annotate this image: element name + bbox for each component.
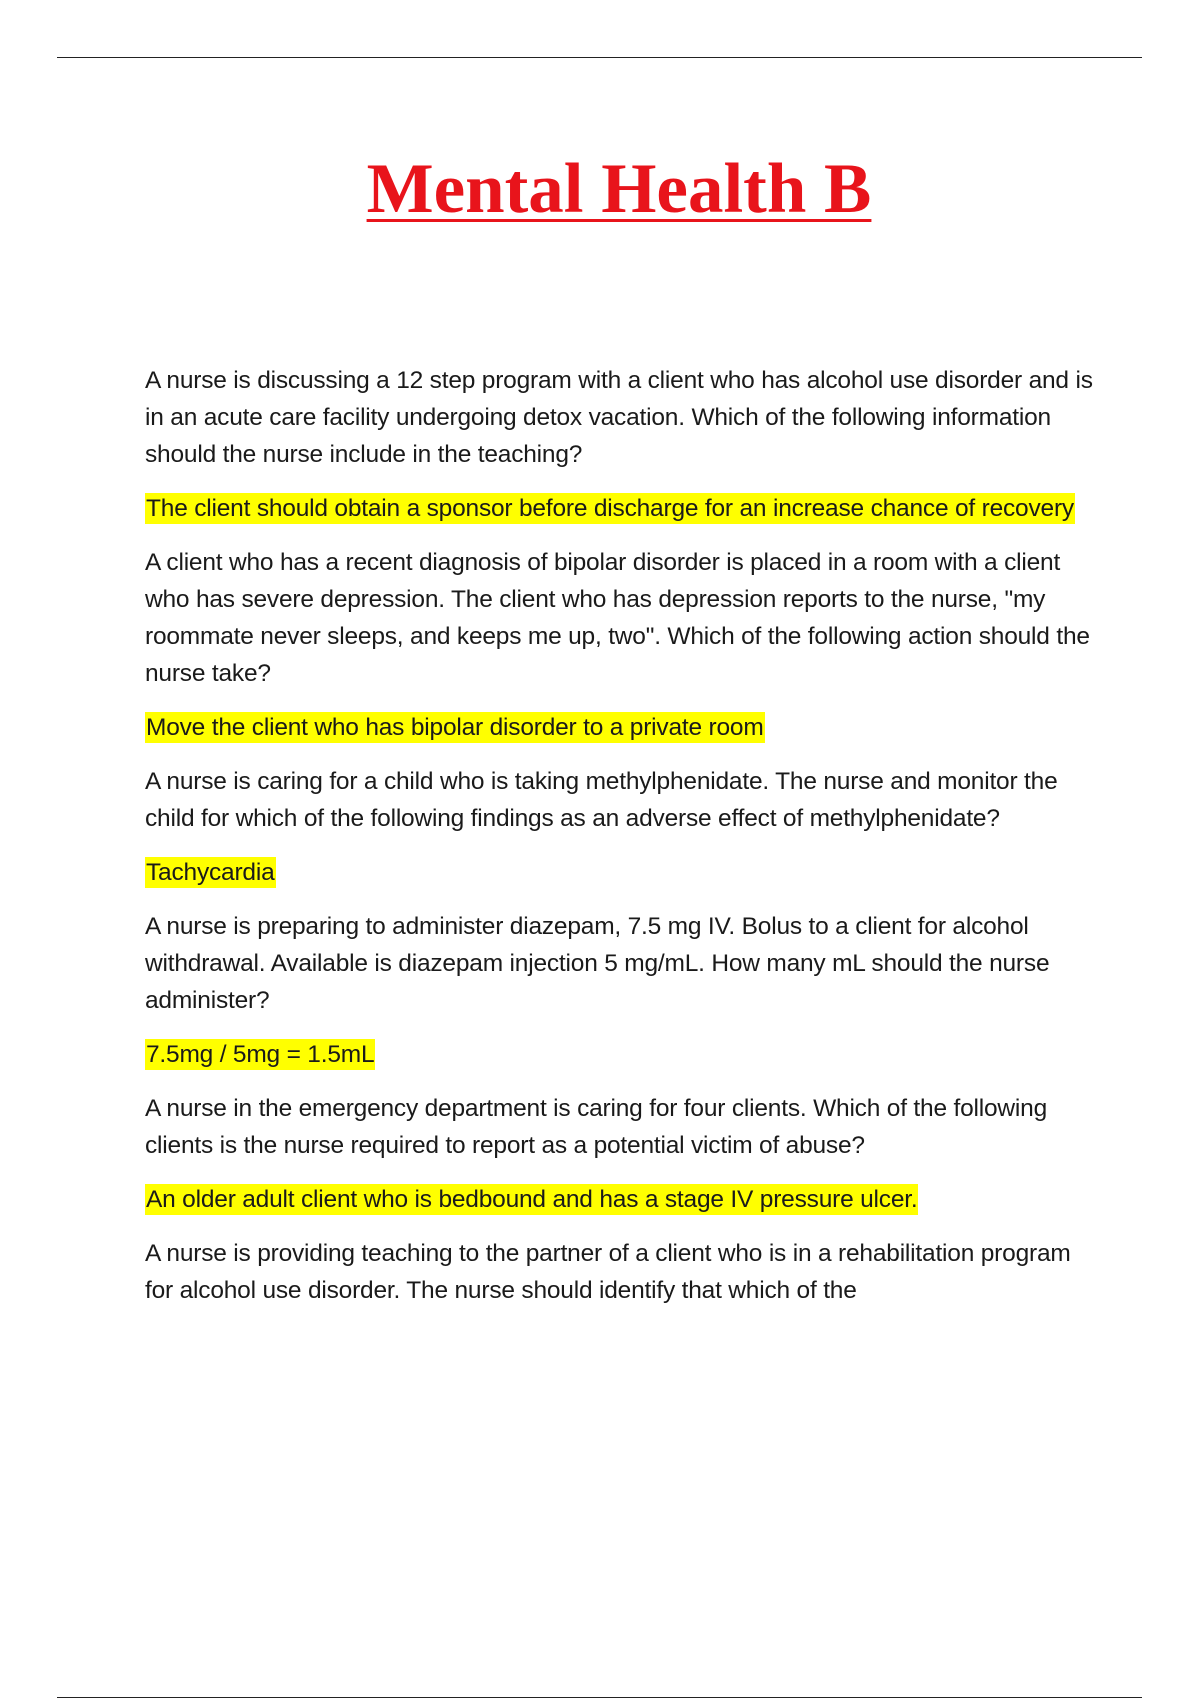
answer-3: [145, 854, 1095, 891]
answer-3-highlight: Tachycardia: [146, 859, 275, 886]
answer-2-highlight: Move the client who has bipolar disorder to a private room: [146, 714, 764, 741]
answer-5: [145, 1181, 1095, 1218]
question-6: A nurse is providing teaching to the partner of a client who is in a rehabilitation program for alcohol use disorder. The nurse should identify that which of the: [145, 1240, 1071, 1304]
answer-1: [145, 490, 1095, 527]
answer-4: [145, 1036, 1095, 1073]
question-1: A nurse is discussing a 12 step program with a client who has alcohol use disorder and is in an acute care facility undergoing detox vacation. Which of the following information should the nurse include in the teaching?: [145, 367, 1093, 468]
answer-1-highlight: The client should obtain a sponsor before discharge for an increase chance of recovery: [146, 495, 1074, 522]
document-body: [145, 362, 1095, 1326]
question-2: A client who has a recent diagnosis of bipolar disorder is placed in a room with a client who has severe depression. The client who has depression reports to the nurse, "my roommate never sleeps, and keeps me up, two". Which of the following action should the nurse take?: [145, 549, 1090, 687]
question-4: A nurse is preparing to administer diazepam, 7.5 mg IV. Bolus to a client for alcohol withdrawal. Available is diazepam injection 5 mg/mL. How many mL should the nurse administer?: [145, 913, 1050, 1014]
question-5: A nurse in the emergency department is caring for four clients. Which of the following clients is the nurse required to report as a potential victim of abuse?: [145, 1095, 1048, 1159]
question-3: A nurse is caring for a child who is taking methylphenidate. The nurse and monitor the child for which of the following findings as an adverse effect of methylphenidate?: [145, 768, 1058, 832]
answer-5-highlight: An older adult client who is bedbound and has a stage IV pressure ulcer.: [146, 1186, 918, 1213]
bottom-rule: [57, 1697, 1142, 1698]
top-rule: [57, 57, 1142, 58]
document-title-text: Mental Health B: [366, 150, 872, 228]
document-title: [0, 148, 1200, 230]
answer-2: [145, 709, 1095, 746]
answer-4-highlight: 7.5mg / 5mg = 1.5mL: [146, 1041, 375, 1068]
